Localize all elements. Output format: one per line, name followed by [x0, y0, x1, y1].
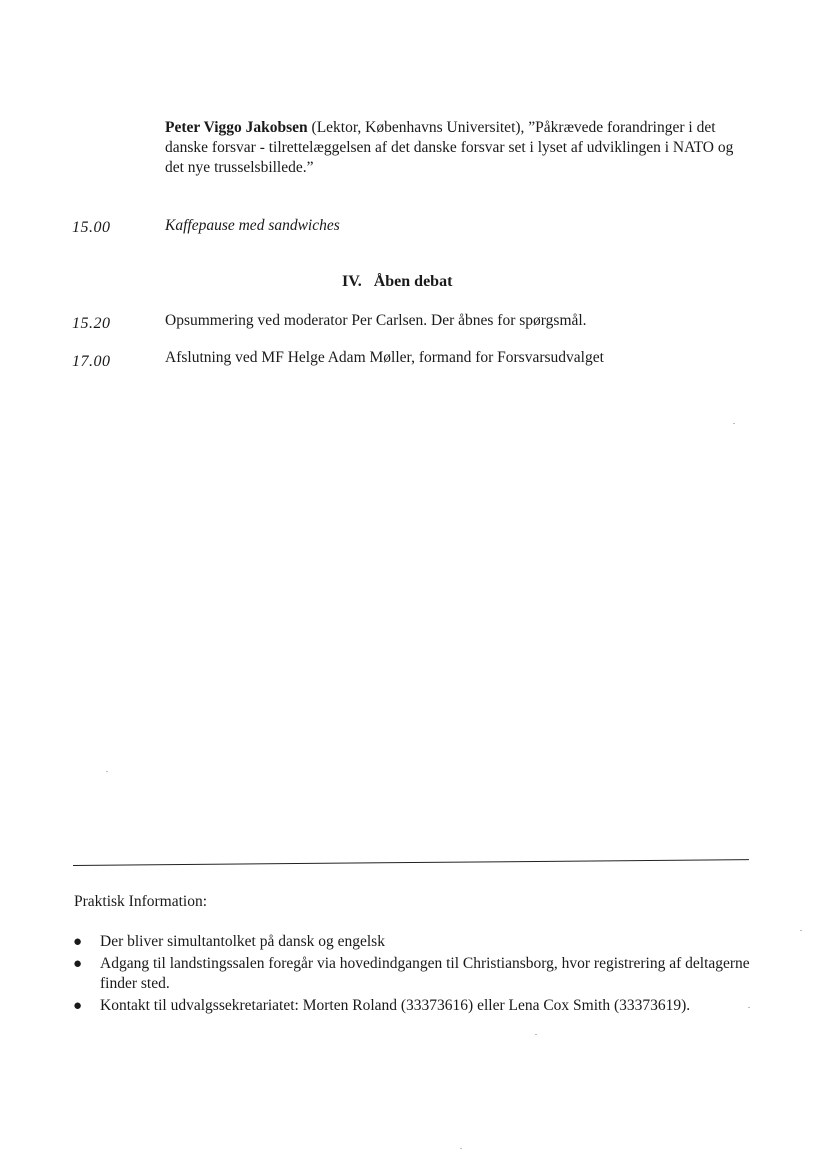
practical-info-heading: Praktisk Information: [74, 893, 208, 910]
bullet-icon: ● [73, 934, 83, 950]
schedule-time-3: 17.00 [72, 353, 111, 370]
scan-speck [460, 1148, 462, 1149]
speaker-talk-description: (Lektor, Københavns Universitet), ”Påkrævede forandringer i det danske forsvar - tilrettelæggelsen af det danske forsvar set i lyset af udviklingen i NATO og det nye trusselsbillede.” [165, 119, 734, 176]
bullet-icon: ● [73, 998, 83, 1014]
scan-speck [535, 1034, 537, 1035]
list-item-text: Der bliver simultantolket på dansk og engelsk [100, 933, 385, 950]
section-number: IV. [342, 273, 362, 290]
list-item-text: Adgang til landstingssalen foregår via hovedindgangen til Christiansborg, hvor registrering af deltagerne finder sted. [100, 955, 750, 992]
scan-speck [800, 930, 802, 931]
list-item [73, 932, 753, 952]
schedule-item-3: Afslutning ved MF Helge Adam Møller, formand for Forsvarsudvalget [165, 349, 604, 366]
horizontal-divider [73, 859, 749, 866]
scan-speck [748, 1007, 750, 1008]
list-item-text: Kontakt til udvalgssekretariatet: Morten Roland (33373616) eller Lena Cox Smith (33373619). [100, 997, 691, 1014]
bullet-icon: ● [73, 956, 83, 972]
schedule-item-2: Opsummering ved moderator Per Carlsen. Der åbnes for spørgsmål. [165, 312, 587, 329]
schedule-item-1: Kaffepause med sandwiches [165, 217, 340, 234]
speaker-paragraph [165, 118, 740, 178]
practical-info-list [73, 932, 753, 1018]
scan-speck [733, 423, 735, 424]
schedule-time-2: 15.20 [72, 315, 111, 332]
speaker-name: Peter Viggo Jakobsen [165, 119, 308, 136]
list-item [73, 954, 753, 994]
scan-speck [106, 771, 108, 772]
schedule-time-1: 15.00 [72, 219, 111, 236]
section-title: Åben debat [373, 273, 453, 290]
list-item [73, 996, 753, 1016]
section-heading [342, 273, 452, 291]
